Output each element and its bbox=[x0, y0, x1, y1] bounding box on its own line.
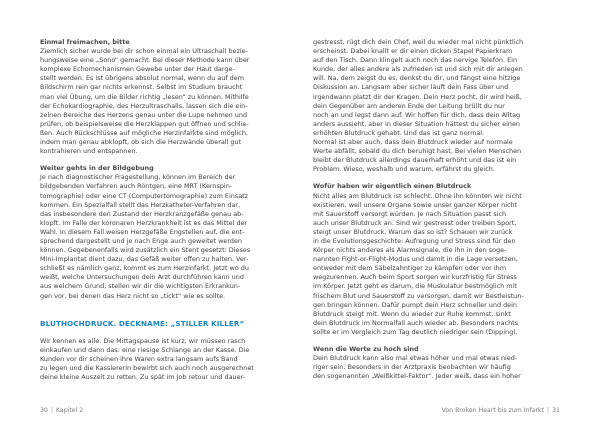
page-number-left: 30 bbox=[40, 407, 48, 414]
chapter-label: Kapitel 2 bbox=[55, 407, 84, 414]
paragraph-mittagspause: Wir kennen es alle. Die Mittagspause ist kurz, wir müssen rasch einkaufen und dann das: eine riesige Schlange an der Kasse. Die Kunden vor dir scheinen ihre Waren extra langsam aufs Band zu legen und die Kassiererin bewirbt sich auch noch ausgerechnet deine kleine Auszeit zu retten. Zu spät im Job retour und dauer- bbox=[40, 336, 254, 381]
paragraph-bildgebung: Je nach diagnostischer Fragestellung, können im Bereich der bildgebenden Verfahren auch Röntgen, eine MRT (Kernspin- tomographie) oder eine CT (Computertomographie) zum Einsatz kommen. Ein Spezialfall stellt das Herzkatheter-Verfahren dar, das insbesondere den Zustand der Herzkranzgefäße genau ab- klopft. Im Falle der koronaren Herzkrankheit ist es das Mittel der Wahl. In diesem Fall weisen Herzgefäße Engstellen auf, die ent- sprechend dargestellt und je nach Enge auch geweitet werden können. Gegebenenfalls wird zusätzlich ein Stent gesetzt: Dieses Mini-Implantat dient dazu, das Gefäß weiter offen zu halten. Ver- schließt es nämlich ganz, kommt es zum Herzinfarkt. Jetzt wo du weißt, welche Untersuchungen dein Arzt durchführen kann und aus welchem Grund, stellen wir dir die wichtigsten Erkrankun- gen vor, bei denen das Herz nicht so „tickt“ wie es sollte. bbox=[40, 173, 251, 300]
right-page bbox=[300, 0, 600, 434]
heading-einmal-freimachen: Einmal freimachen, bitte bbox=[40, 38, 130, 46]
footer-left bbox=[40, 407, 83, 414]
paragraph-ultraschall: Ziemlich sicher wurde bei dir schon einmal ein Ultraschall bezie- hungsweise eine „Sono“ gemacht. Bei dieser Methode kann über komplexe Echomechanismen Gewebe unter der Haut darge- stellt werden. Es ist übrigens absolut normal, wenn du auf dem Bildschirm rein gar nichts erkennst. Selbst im Studium braucht man viel Übung, um die Bilder richtig „lesen“ zu können. Mithilfe der Echokardiographie, des Herzultraschalls, lassen sich die ein- zelnen Bereiche des Herzens genau unter die Lupe nehmen und prüfen, ob beispielsweise die Herzklappen gut öffnen und schlie- ßen. Auch Rückschlüsse auf mögliche Herzinfarkte sind möglich, indem man genau abklopft, ob sich die Herzwände überall gut kontrahieren und entspannen. bbox=[40, 47, 250, 156]
paragraph-werte-zu-hoch: Dein Blutdruck kann also mal etwas höher und mal etwas nied- riger sein. Besonders in der Arztpraxis beobachten wir häufig den sogenannten „Weißkittel-Faktor“. Jeder weiß, dass ein hoher bbox=[313, 354, 521, 381]
heading-bildgebung: Weiter gehts in der Bildgebung bbox=[40, 164, 154, 173]
section-title-bluthochdruck: BLUTHOCHDRUCK. DECKNAME: „STILLER KILLER“ bbox=[40, 318, 245, 328]
footer-right bbox=[442, 407, 560, 414]
book-title: Von Broken Heart bis zum Infarkt bbox=[441, 407, 545, 414]
footer-separator: | bbox=[547, 407, 550, 414]
paragraph-chef: gestresst, rügt dich dein Chef, weil du wieder mal nicht pünktlich erscheinst. Dabei knallt er dir einen dicken Stapel Papierkram auf den Tisch. Dann klingelt auch noch das nervige Telefon. Ein Kunde, der alles andere als zufrieden ist und sich mit dir anlegen will. Na, dem zeigst du es, denkst du dir, und fängst eine hitzige Diskussion an. Langsam aber sicher läuft dein Fass über und irgendwann platzt dir der Kragen. Dein Herz pocht, dir wird heiß, dein Gegenüber am anderen Ende der Leitung brüllt du nur noch an und legst dann auf. Wir hoffen für dich, dass dein Alltag anders aussieht, aber in dieser Situation hättest du sicher einen erhöhten Blutdruck gehabt. Und das ist ganz normal. Normal ist aber auch, dass dein Blutdruck wieder auf normale Werte abfällt, sobald du dich beruhigt hast. Bei vielen Menschen bleibt der Blutdruck allerdings dauerhaft erhöht und das ist ein Problem. Wieso, weshalb und warum, erfährst du gleich. bbox=[313, 38, 524, 174]
heading-wofuer-blutdruck: Wofür haben wir eigentlich einen Blutdruck bbox=[313, 182, 472, 191]
paragraph-wofuer-blutdruck: Nicht alles am Blutdruck ist schlecht. Ohne ihn könnten wir nicht existieren, weil unsere Organe sowie unser ganzer Körper nicht mit Sauerstoff versorgt würden. Je nach Situation passt sich auch unser Blutdruck an. Sind wir gestresst oder treiben Sport, steigt unser Blutdruck. Warum das so ist? Schauen wir zurück in die Evolutionsgeschichte: Aufregung und Stress sind für den Körper nichts anderes als Alarmsignale, die ihn in den soge- nannten Fight-or-Flight-Modus und damit in die Lage versetzen, entweder mit dem Säbelzahntiger zu kämpfen oder vor ihm wegzurennen. Auch beim Sport sorgen wir kurzfristig für Stress im Körper. Jetzt geht es darum, die Muskulatur bestmöglich mit frischem Blut und Sauerstoff zu versorgen, damit wir Bestleistun- gen bringen können. Dafür pumpt dein Herz schneller und dein Blutdruck steigt mit. Wenn du wieder zur Ruhe kommst, sinkt dein Blutdruck im Normalfall auch wieder ab. Besonders nachts sollte er im Vergleich zum Tag deutlich niedriger sein (Dipping). bbox=[313, 191, 524, 336]
footer-separator: | bbox=[50, 407, 53, 414]
page-number-right: 31 bbox=[552, 407, 560, 414]
heading-werte-zu-hoch: Wenn die Werte zu hoch sind bbox=[313, 345, 419, 353]
